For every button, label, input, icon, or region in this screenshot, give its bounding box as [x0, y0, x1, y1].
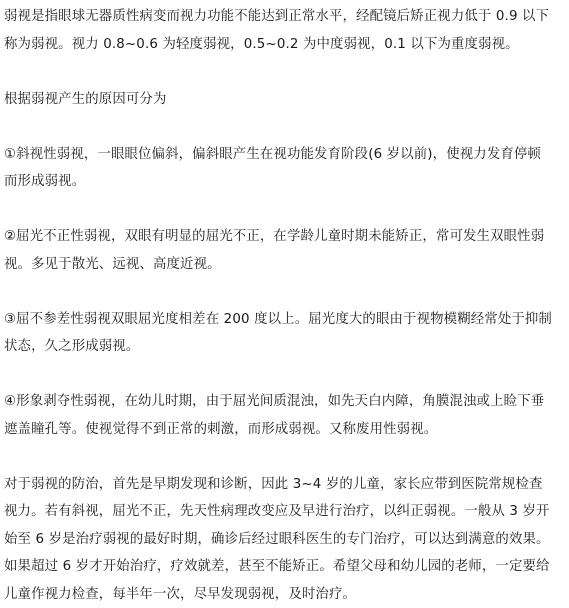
paragraph-definition: [4, 3, 566, 58]
paragraph-prevention-treatment: [4, 471, 566, 608]
text-line: 状态，久之形成弱视。: [4, 333, 566, 361]
article-body: [4, 3, 566, 608]
text-line: 视。多见于散光、远视、高度近视。: [4, 251, 566, 279]
paragraph-strabismic-amblyopia: [4, 141, 566, 196]
paragraph-spacer: [4, 113, 566, 141]
paragraph-spacer: [4, 196, 566, 224]
text-line: 根据弱视产生的原因可分为: [4, 86, 566, 114]
text-line: 视力。若有斜视，屈光不正，先天性病理改变应及早进行治疗，以纠正弱视。一般从 3 岁开: [4, 498, 566, 526]
paragraph-spacer: [4, 443, 566, 471]
paragraph-refractive-amblyopia: [4, 223, 566, 278]
paragraph-classification-intro: [4, 86, 566, 114]
text-line: 儿童作视力检查，每半年一次，尽早发现弱视，及时治疗。: [4, 581, 566, 608]
text-line: 称为弱视。视力 0.8~0.6 为轻度弱视，0.5~0.2 为中度弱视，0.1 以下为重度弱视。: [4, 31, 566, 59]
paragraph-spacer: [4, 361, 566, 389]
text-line: 对于弱视的防治，首先是早期发现和诊断，因此 3~4 岁的儿童，家长应带到医院常规检查: [4, 471, 566, 499]
text-line: ①斜视性弱视，一眼眼位偏斜，偏斜眼产生在视功能发育阶段(6 岁以前)，使视力发育停顿: [4, 141, 566, 169]
text-line: ③屈不参差性弱视双眼屈光度相差在 200 度以上。屈光度大的眼由于视物模糊经常处于抑制: [4, 306, 566, 334]
text-line: 遮盖瞳孔等。使视觉得不到正常的刺激，而形成弱视。又称废用性弱视。: [4, 416, 566, 444]
text-line: ④形象剥夺性弱视，在幼儿时期，由于屈光间质混浊，如先天白内障，角膜混浊或上睑下垂: [4, 388, 566, 416]
text-line: 弱视是指眼球无器质性病变而视力功能不能达到正常水平，经配镜后矫正视力低于 0.9 以下: [4, 3, 566, 31]
paragraph-spacer: [4, 58, 566, 86]
paragraph-spacer: [4, 278, 566, 306]
paragraph-anisometropic-amblyopia: [4, 306, 566, 361]
text-line: ②屈光不正性弱视，双眼有明显的屈光不正，在学龄儿童时期未能矫正，常可发生双眼性弱: [4, 223, 566, 251]
text-line: 如果超过 6 岁才开始治疗，疗效就差，甚至不能矫正。希望父母和幼儿园的老师，一定要给: [4, 553, 566, 581]
text-line: 始至 6 岁是治疗弱视的最好时期，确诊后经过眼科医生的专门治疗，可以达到满意的效果。: [4, 526, 566, 554]
paragraph-deprivation-amblyopia: [4, 388, 566, 443]
text-line: 而形成弱视。: [4, 168, 566, 196]
